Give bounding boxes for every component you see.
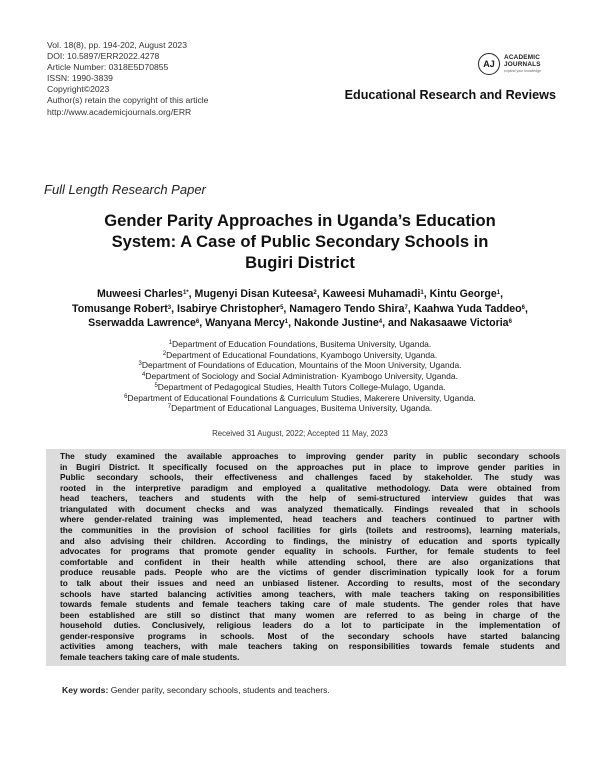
abstract bbox=[46, 449, 566, 666]
affiliation-mark: 6 bbox=[124, 393, 128, 400]
author-line bbox=[30, 287, 570, 302]
received-accepted-dates: Received 31 August, 2022; Accepted 11 May, 2023 bbox=[212, 429, 388, 438]
author-affil-mark: 7 bbox=[404, 304, 408, 311]
affiliation-text: Department of Pedagogical Studies, Health Tutors College-Mulago, Uganda. bbox=[157, 381, 446, 392]
aj-logo-icon: AJ bbox=[478, 53, 500, 75]
author-list bbox=[30, 287, 570, 331]
abstract-line: advocates for programs that promote gender equality in schools. Further, for female students to feel bbox=[60, 546, 560, 557]
affiliation-mark: 1 bbox=[168, 340, 173, 346]
title-line: Gender Parity Approaches in Uganda’s Education bbox=[104, 211, 496, 230]
abstract-line: the communities in the provision of school facilities for girls (toilets and restrooms), learning materials, bbox=[60, 525, 560, 536]
author-affil-mark: 5 bbox=[280, 304, 284, 311]
affiliation-text: Department of Sociology and Social Administration· Kyambogo University, Uganda. bbox=[145, 371, 458, 382]
author-name: Kintu George bbox=[429, 288, 497, 300]
abstract-line: household duties. Conclusively, religious leaders do a lot to participate in the implementation of bbox=[60, 620, 560, 631]
affiliation-text: Department of Education Foundations, Busitema University, Uganda. bbox=[172, 339, 432, 349]
author-separator: , and bbox=[382, 317, 410, 330]
author-separator: , bbox=[525, 302, 528, 315]
paper-title bbox=[40, 210, 560, 273]
abstract-line: schools have started balancing activities among teachers, with male teachers taking on responsibilities bbox=[60, 588, 560, 599]
logo-line2: JOURNALS bbox=[504, 60, 541, 68]
affiliation-text: Department of Foundations of Education, Mountains of the Moon University, Uganda. bbox=[141, 360, 462, 371]
abstract-line: activities among teachers, with male teachers taking on responsibilities towards female students and bbox=[60, 641, 560, 652]
abstract-line: in Bugiri District. It specifically focused on the approaches put in place to improve gender parities in bbox=[60, 461, 560, 472]
author-name: Sserwadda Lawrence bbox=[88, 317, 196, 330]
author-name: Kaahwa Yuda Taddeo bbox=[413, 302, 522, 315]
author-name: Kaweesi Muhamadi bbox=[322, 288, 421, 300]
affiliation bbox=[30, 403, 570, 414]
author-affil-mark: 1 bbox=[420, 290, 424, 296]
abstract-line: been established are still so distinct that many women are referred to as being in charge of the bbox=[60, 609, 560, 620]
abstract-line: female teachers taking care of male students. bbox=[60, 651, 240, 662]
author-name: Nakonde Justine bbox=[294, 317, 379, 330]
author-affil-mark: 6 bbox=[195, 319, 200, 326]
meta-url[interactable]: http://www.academicjournals.org/ERR bbox=[47, 106, 192, 117]
author-name: Muweesi Charles bbox=[96, 288, 183, 300]
author-separator: , bbox=[188, 288, 195, 300]
author-name: Isabirye Christopher bbox=[177, 302, 281, 315]
abstract-line: produce reusable pads. People who are the victims of gender discrimination typically look for a forum bbox=[60, 567, 560, 578]
title-line: System: A Case of Public Secondary Schools in bbox=[111, 232, 489, 251]
abstract-line: rooted in the interpretive paradigm and employed a qualitative methodology. Data were obtained from bbox=[60, 482, 560, 493]
author-separator: , bbox=[500, 288, 504, 300]
author-affil-mark: 2 bbox=[313, 290, 317, 296]
affiliation bbox=[30, 393, 570, 404]
abstract-line: gender-responsive programs in schools. Most of the secondary schools have started balancing bbox=[60, 630, 560, 641]
author-affil-mark: 6 bbox=[521, 304, 525, 311]
journal-name: Educational Research and Reviews bbox=[344, 88, 556, 102]
author-separator: , bbox=[288, 317, 295, 330]
abstract-line: towards female students and female teachers taking care of male students. The gender roles that have bbox=[60, 599, 560, 610]
affiliation-list bbox=[30, 339, 570, 414]
author-name: Nakasaawe Victoria bbox=[409, 317, 509, 330]
author-affil-mark: 4 bbox=[378, 319, 383, 326]
affiliation-text: Department of Educational Foundations, Kyambogo University, Uganda. bbox=[166, 349, 438, 360]
affiliation-mark: 7 bbox=[167, 404, 172, 411]
author-affil-mark: 6 bbox=[508, 319, 512, 326]
author-name: Wanyana Mercy bbox=[205, 317, 285, 330]
keywords-label: Key words: bbox=[62, 685, 109, 695]
affiliation bbox=[30, 371, 570, 382]
keywords-text: Gender parity, secondary schools, students and teachers. bbox=[110, 685, 330, 695]
author-separator: , bbox=[407, 302, 414, 315]
meta-volume: Vol. 18(8), pp. 194-202, August 2023 bbox=[47, 40, 187, 50]
affiliation-mark: 2 bbox=[162, 350, 167, 357]
paper-type: Full Length Research Paper bbox=[44, 182, 206, 197]
affiliation bbox=[30, 350, 570, 361]
affiliation bbox=[30, 339, 570, 350]
abstract-line: where gender-related training was implemented, head teachers and teachers continued to partner with bbox=[60, 514, 560, 525]
meta-copyright: Copyright©2023 bbox=[47, 84, 110, 95]
author-separator: , bbox=[423, 288, 430, 300]
author-affil-mark: 3 bbox=[167, 304, 172, 311]
author-separator: , bbox=[283, 302, 290, 315]
affiliation bbox=[30, 382, 570, 393]
author-separator: , bbox=[171, 302, 178, 315]
author-separator: , bbox=[199, 317, 206, 330]
meta-doi[interactable]: DOI: 10.5897/ERR2022.4278 bbox=[47, 51, 160, 62]
author-separator: , bbox=[316, 288, 323, 300]
logo-line1: ACADEMIC bbox=[504, 53, 541, 61]
meta-article-number: Article Number: 0318E5D70855 bbox=[47, 62, 169, 73]
publisher-wordmark bbox=[504, 54, 541, 75]
affiliation-mark: 3 bbox=[138, 361, 142, 368]
author-line bbox=[30, 302, 570, 317]
author-name: Namagero Tendo Shira bbox=[289, 302, 405, 315]
keywords bbox=[62, 685, 330, 695]
logo-tagline: expand your knowledge bbox=[504, 68, 541, 73]
title-line: Bugiri District bbox=[245, 253, 355, 272]
author-affil-mark: 1 bbox=[284, 319, 289, 326]
abstract-line: Public secondary schools, their effectiveness and challenges faced by stakeholder. The study was bbox=[60, 472, 560, 483]
meta-rights: Author(s) retain the copyright of this article bbox=[47, 95, 209, 106]
abstract-line: to talk about their issues and need an unbiased listener. According to results, most of the secondary bbox=[60, 577, 560, 588]
author-affil-mark: 1* bbox=[182, 290, 189, 296]
abstract-line: and also advising their children. According to findings, the ministry of education and sports typically bbox=[60, 535, 560, 546]
author-name: Mugenyi Disan Kuteesa bbox=[194, 288, 314, 300]
affiliation-text: Department of Educational Languages, Busitema University, Uganda. bbox=[171, 403, 433, 414]
abstract-line: head teachers, teachers and students with the help of semi-structured interview guides that was bbox=[60, 493, 560, 504]
abstract-line: comfortable and confident in their health while attending school, there are also organizations that bbox=[60, 556, 560, 567]
affiliation-text: Department of Educational Foundations & Curriculum Studies, Makerere University, Uganda. bbox=[127, 392, 476, 403]
publisher-logo bbox=[478, 53, 541, 75]
abstract-line: triangulated with document checks and was analyzed thematically. Findings revealed that in schools bbox=[60, 503, 560, 514]
author-affil-mark: 1 bbox=[496, 290, 501, 296]
affiliation-mark: 4 bbox=[142, 372, 146, 379]
meta-issn: ISSN: 1990-3839 bbox=[47, 73, 113, 84]
author-name: Tomusange Robert bbox=[72, 302, 168, 315]
article-metadata bbox=[47, 40, 208, 118]
author-line bbox=[30, 316, 570, 331]
affiliation bbox=[30, 360, 570, 371]
affiliation-mark: 5 bbox=[154, 382, 158, 389]
abstract-line: The study examined the available approaches to improving gender parity in public secondary schools bbox=[60, 451, 560, 461]
